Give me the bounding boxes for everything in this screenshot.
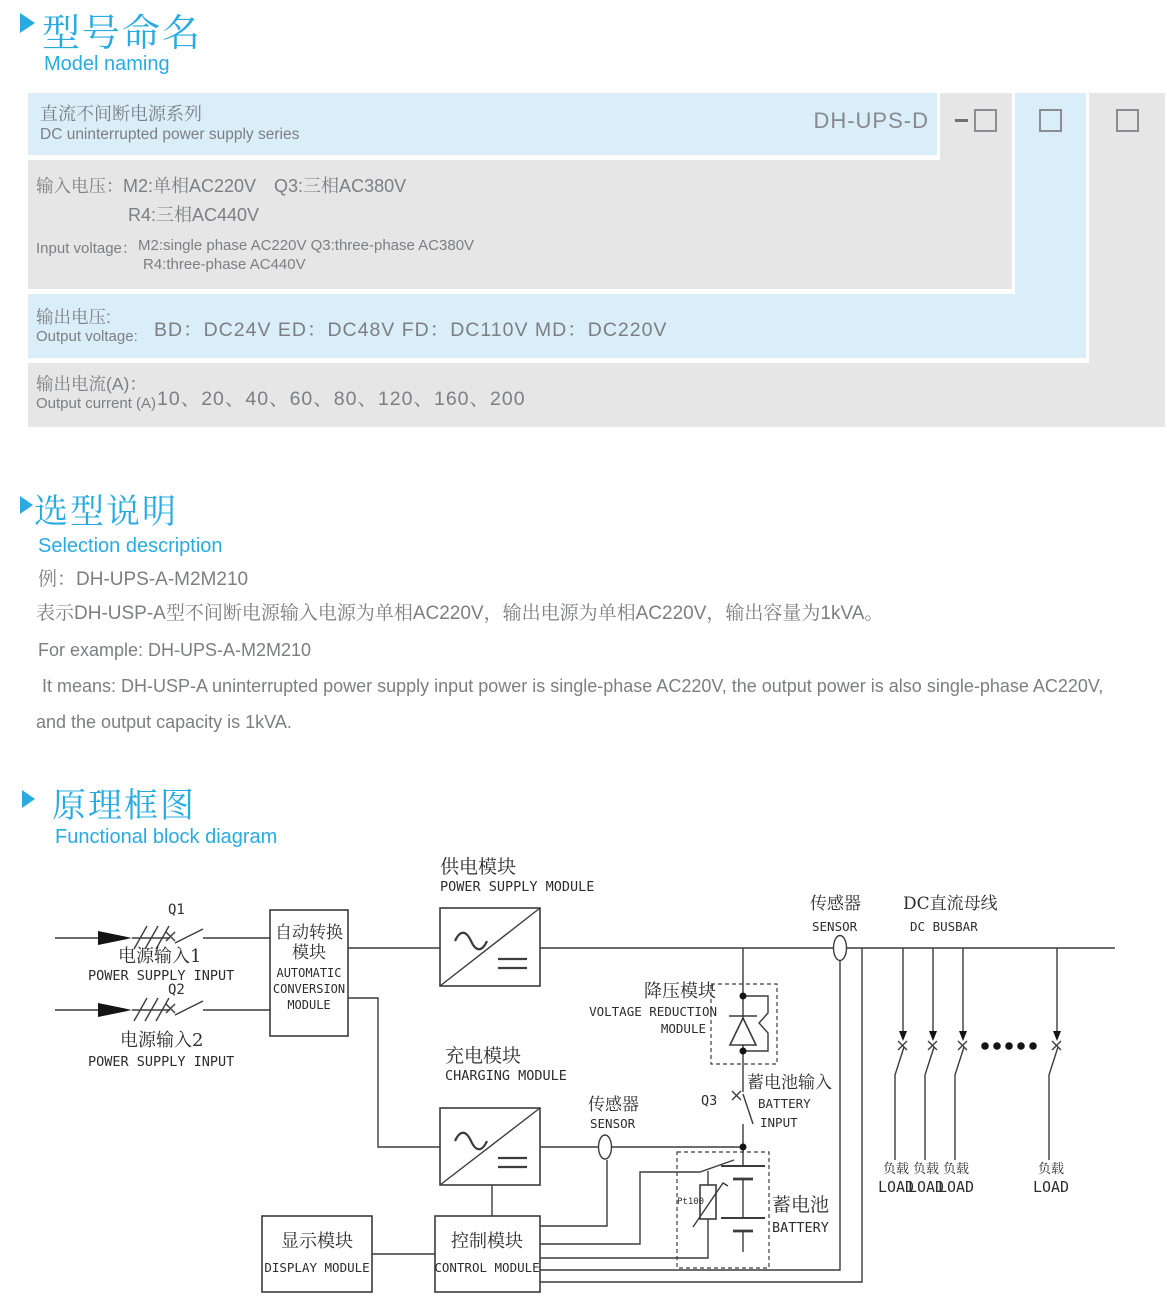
display-label-zh: 显示模块 <box>281 1231 353 1252</box>
selection-example-zh: 例：DH-UPS-A-M2M210 <box>38 569 249 590</box>
section-bullet-icon <box>20 13 35 33</box>
charge-sensor-label-en: SENSOR <box>590 1116 636 1131</box>
section-title-diagram: 原理框图 <box>52 787 196 825</box>
acm-label-en: AUTOMATIC <box>276 966 342 980</box>
bus-sensor-label-zh: 传感器 <box>810 894 861 914</box>
functional-block-diagram <box>0 845 1167 1308</box>
suffix-column-input <box>940 93 1012 289</box>
psm-label-en: POWER SUPPLY MODULE <box>440 879 595 895</box>
arrow-icon <box>98 931 132 945</box>
busbar-label-zh: DC直流母线 <box>903 894 998 914</box>
page-title-en: Model naming <box>44 53 170 75</box>
acm-label: 模块 <box>292 943 326 963</box>
charge-sensor-icon <box>599 1135 612 1159</box>
section-bullet-icon <box>22 790 35 808</box>
chm-label-en: CHARGING MODULE <box>445 1068 567 1084</box>
suffix-dash <box>955 119 968 122</box>
breaker-blade-icon <box>743 1094 753 1124</box>
load-label-zh: 负载 <box>912 1162 940 1177</box>
q3-label: Q3 <box>701 1093 718 1109</box>
output-current-label-en: Output current (A) <box>36 395 157 412</box>
charging-module <box>440 1045 567 1185</box>
load-ellipsis-dots <box>981 1042 1037 1050</box>
control-label-en: CONTROL MODULE <box>434 1260 540 1275</box>
wire <box>348 998 440 1147</box>
q1-label: Q1 <box>168 902 185 918</box>
input1-label-zh: 电源输入1 <box>118 946 202 967</box>
suffix-box-input <box>974 109 997 132</box>
model-code: DH-UPS-D <box>813 108 929 133</box>
suffix-column-output-voltage <box>1015 93 1086 358</box>
output-voltage-value: BD：DC24V ED：DC48V FD：DC110V MD：DC220V <box>154 319 668 341</box>
breaker-x-icon <box>166 1004 175 1013</box>
series-name-zh: 直流不间断电源系列 <box>40 104 202 124</box>
output-voltage-label-en: Output voltage: <box>36 328 138 345</box>
selection-desc-en-line2: and the output capacity is 1kVA. <box>36 712 292 732</box>
breaker-x-icon <box>732 1091 741 1100</box>
load-label-en: LOAD <box>877 1178 915 1196</box>
power-supply-module <box>440 856 594 986</box>
naming-row-series <box>28 93 937 155</box>
busbar-label-en: DC BUSBAR <box>910 919 978 934</box>
acm-label: 自动转换 <box>275 923 343 943</box>
diode-icon <box>730 1018 756 1045</box>
section-subtitle-selection: Selection description <box>38 535 223 557</box>
input-voltage-en-line1: M2:single phase AC220V Q3:three-phase AC380V <box>138 237 475 254</box>
output-voltage-label-zh: 输出电压: <box>36 307 111 327</box>
q2-label: Q2 <box>168 982 185 998</box>
input-voltage-zh-line2: R4:三相AC440V <box>128 205 260 225</box>
input-voltage-zh-line1: M2:单相AC220V Q3:三相AC380V <box>123 176 407 196</box>
page-title: 型号命名 <box>42 13 203 55</box>
power-input-1 <box>55 902 270 984</box>
output-current-value: 10、20、40、60、80、120、160、200 <box>157 388 526 410</box>
vrm-label-en2: MODULE <box>660 1021 706 1036</box>
load-feeder-1 <box>878 948 914 1196</box>
input1-label-en: POWER SUPPLY INPUT <box>88 968 235 984</box>
breaker-x-icon <box>166 932 175 941</box>
section-title-selection: 选型说明 <box>34 493 178 531</box>
load-label-en: LOAD <box>907 1178 945 1196</box>
bus-sensor-icon <box>834 936 847 961</box>
bus-sensor-label-en: SENSOR <box>812 919 858 934</box>
pt100-label: Pt100 <box>677 1197 705 1207</box>
automatic-conversion-module <box>270 910 348 1036</box>
selection-desc-en-line1: It means: DH-USP-A uninterrupted power supply input power is single-phase AC220V, the output power is also single-phase AC220V, <box>42 676 1104 696</box>
input2-label-zh: 电源输入2 <box>120 1030 204 1051</box>
battery-group <box>677 1152 829 1268</box>
acm-label-en: MODULE <box>287 998 331 1012</box>
naming-row-output-current <box>28 363 1165 427</box>
input2-label-en: POWER SUPPLY INPUT <box>88 1054 235 1070</box>
suffix-column-output-current <box>1089 93 1165 427</box>
load-label-en: LOAD <box>1032 1178 1070 1196</box>
charge-sensor-label-zh: 传感器 <box>588 1095 639 1115</box>
output-current-label-zh: 输出电流(A)： <box>36 374 147 394</box>
input-voltage-label-en: Input voltage： <box>36 240 137 257</box>
display-label-en: DISPLAY MODULE <box>264 1260 370 1275</box>
acm-label-en: CONVERSION <box>272 982 346 996</box>
display-module <box>262 1216 372 1292</box>
series-name-en: DC uninterrupted power supply series <box>40 126 300 143</box>
section-bullet-icon <box>20 496 33 514</box>
breaker-blade-icon <box>175 1001 203 1015</box>
naming-row-input-voltage <box>28 160 1012 289</box>
section-subtitle-diagram: Functional block diagram <box>55 826 278 848</box>
battery-input-switch <box>701 1073 832 1165</box>
breaker-blade-icon <box>175 929 203 943</box>
vrm-label-zh: 降压模块 <box>644 981 716 1002</box>
psm-label-zh: 供电模块 <box>440 856 517 878</box>
load-label-zh: 负载 <box>942 1162 970 1177</box>
load-label-zh: 负载 <box>882 1162 910 1177</box>
selection-desc-zh: 表示DH-USP-A型不间断电源输入电源为单相AC220V，输出电源为单相AC220V，输出容量为1kVA。 <box>36 603 884 624</box>
load-label-zh: 负载 <box>1037 1162 1065 1177</box>
battery-input-label-en2: INPUT <box>760 1115 798 1130</box>
suffix-box-output-current <box>1116 109 1139 132</box>
junction-dot <box>740 1144 747 1151</box>
load-feeder-2 <box>908 948 944 1196</box>
input-voltage-en-line2: R4:three-phase AC440V <box>143 256 306 273</box>
load-feeder-4 <box>1033 948 1069 1196</box>
input-voltage-label-zh: 输入电压： <box>36 176 124 196</box>
control-label-zh: 控制模块 <box>451 1231 523 1252</box>
selection-example-en: For example: DH-UPS-A-M2M210 <box>38 640 312 660</box>
arrow-icon <box>98 1003 132 1017</box>
battery-input-label-zh: 蓄电池输入 <box>747 1073 832 1093</box>
load-label-en: LOAD <box>937 1178 975 1196</box>
naming-row-output-voltage <box>28 294 1086 358</box>
load-feeder-3 <box>938 948 974 1196</box>
chm-label-zh: 充电模块 <box>445 1045 522 1067</box>
battery-label-zh: 蓄电池 <box>772 1194 830 1216</box>
battery-input-label-en1: BATTERY <box>758 1096 811 1111</box>
suffix-box-output-voltage <box>1039 109 1062 132</box>
vrm-label-en1: VOLTAGE REDUCTION <box>589 1004 717 1019</box>
battery-label-en: BATTERY <box>772 1220 829 1236</box>
control-module <box>434 1216 540 1292</box>
power-input-2 <box>55 982 270 1070</box>
voltage-reduction-module <box>589 948 777 1092</box>
